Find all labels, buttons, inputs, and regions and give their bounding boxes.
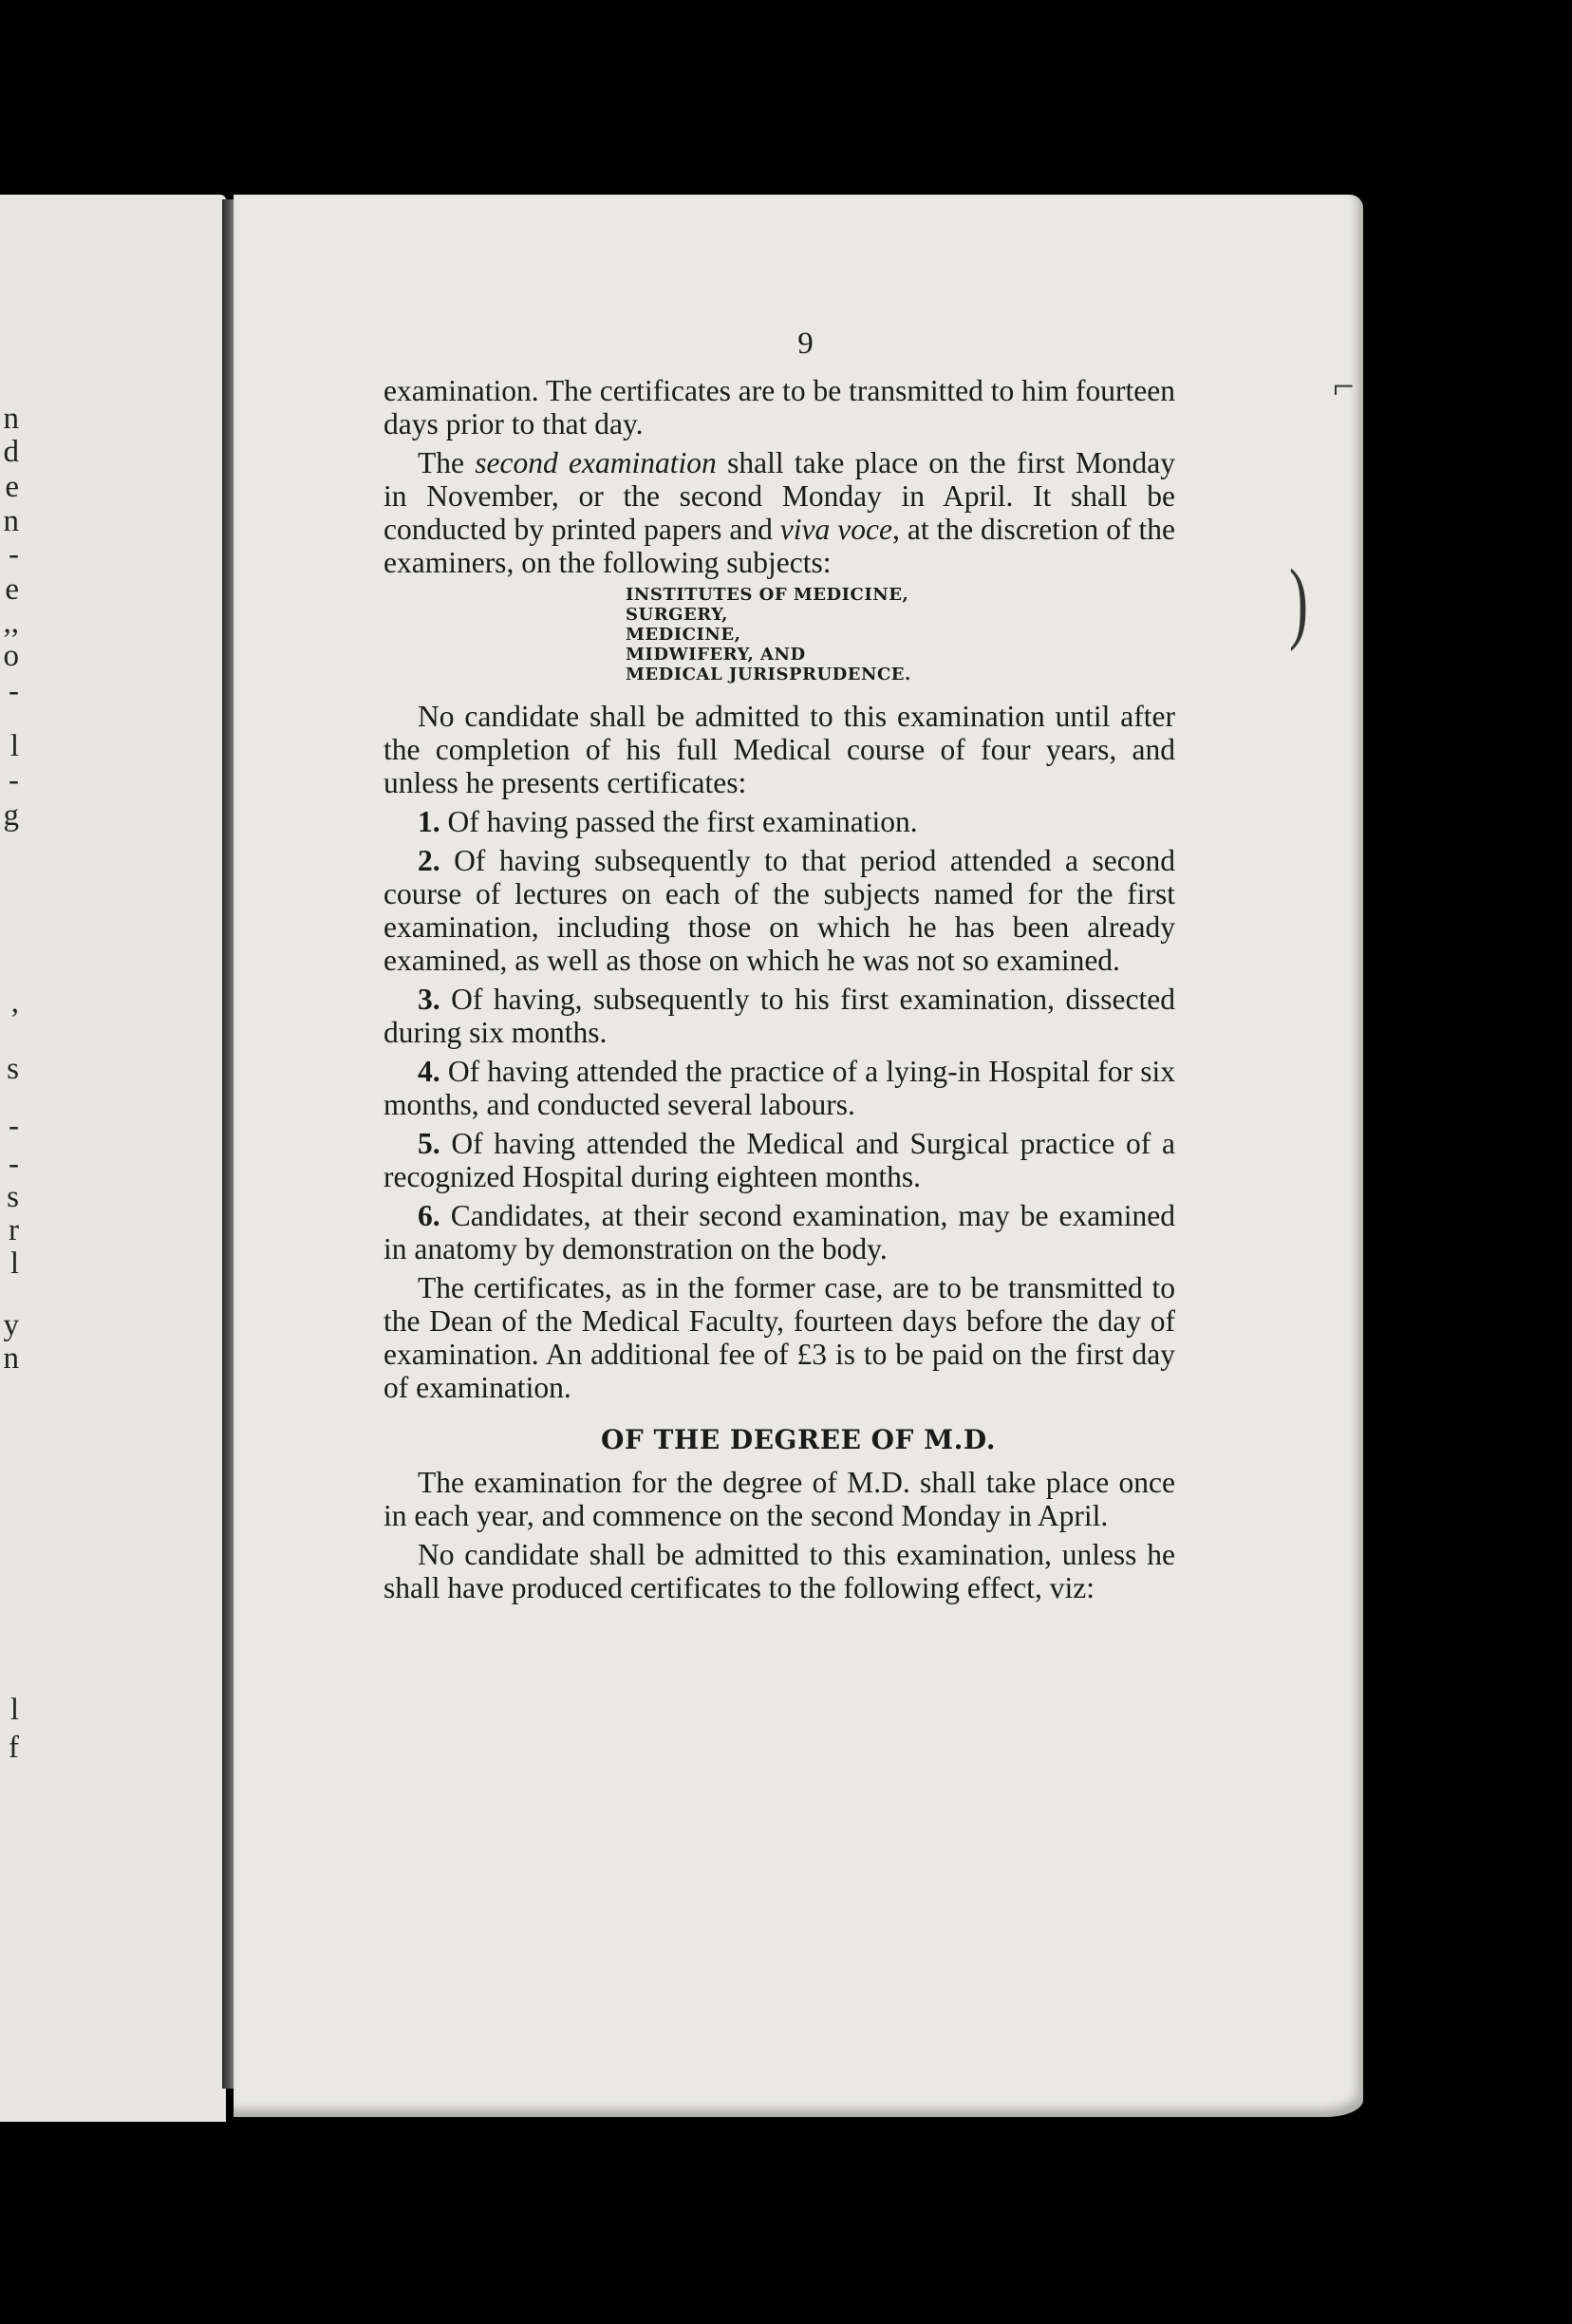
- paragraph-md-examination: The examination for the degree of M.D. shall take place once in each year, and commence on the second Monday in April.: [384, 1466, 1175, 1532]
- list-item: 4. Of having attended the practice of a lying-in Hospital for six months, and conducted several labours.: [384, 1055, 1175, 1121]
- left-page-fragment: l: [9, 1246, 19, 1281]
- left-page-fragment: l: [9, 1693, 19, 1727]
- paragraph-admission: No candidate shall be admitted to this examination until after the completion of his full Medical course of four years, and unless he presents certificates:: [384, 700, 1175, 799]
- section-heading: OF THE DEGREE OF M.D.: [601, 1424, 996, 1455]
- page-text: [384, 328, 1175, 1610]
- facing-page-left: [0, 195, 226, 2122]
- left-page-fragment: r: [9, 1213, 19, 1247]
- left-page-fragment: -: [9, 763, 19, 797]
- left-page-fragment: g: [3, 798, 19, 833]
- list-item: 2. Of having subsequently to that period attended a second course of lectures on each of the subjects named for the first examination, including those on which he has been already examined, as well as those on which he was not so examined.: [384, 844, 1175, 977]
- document-page: [234, 195, 1363, 2117]
- subject-item: INSTITUTES OF MEDICINE,: [626, 585, 909, 605]
- subject-item: MEDICAL JURISPRUDENCE.: [626, 665, 911, 684]
- left-page-fragment: n: [3, 504, 19, 538]
- paragraph-md-admission: No candidate shall be admitted to this examination, unless he shall have produced certificates to the following effect, viz:: [384, 1538, 1175, 1604]
- left-page-fragment: e: [5, 470, 19, 504]
- left-page-fragment: e: [5, 572, 19, 607]
- left-page-fragment: y: [3, 1308, 19, 1342]
- list-item: 5. Of having attended the Medical and Surgical practice of a recognized Hospital during eighteen months.: [384, 1127, 1175, 1193]
- left-page-fragment: -: [9, 1147, 19, 1181]
- paragraph-continuation: examination. The certificates are to be transmitted to him fourteen days prior to that day.: [384, 374, 1175, 440]
- subject-item: SURGERY,: [626, 605, 728, 625]
- left-page-fragment: -: [9, 1109, 19, 1143]
- book-gutter: [222, 199, 234, 2089]
- left-page-fragment: n: [3, 1341, 19, 1376]
- left-page-fragment: -: [9, 674, 19, 708]
- left-page-fragment: s: [7, 1052, 19, 1086]
- left-page-fragment: s: [7, 1180, 19, 1214]
- left-page-fragment: l: [9, 729, 19, 763]
- page-number: 9: [797, 327, 814, 361]
- page-edge-mark: ⌐: [1333, 365, 1355, 407]
- subjects-list: [626, 585, 1175, 684]
- margin-bracket-mark: ): [1289, 551, 1308, 652]
- left-page-fragment: ,,: [3, 606, 19, 640]
- paragraph-second-examination: The second examination shall take place on the first Monday in November, or the second Monday in April. It shall be conducted by printed papers and viva voce, at the discretion of the examiners, on the following subjects:: [384, 446, 1176, 579]
- subject-item: MEDICINE,: [626, 625, 741, 645]
- left-page-fragment: f: [9, 1731, 19, 1765]
- list-item: 6. Candidates, at their second examination, may be examined in anatomy by demonstration on the body.: [384, 1199, 1175, 1265]
- left-page-fragment: d: [3, 435, 19, 469]
- left-page-fragment: ,: [10, 985, 19, 1020]
- list-item: 1. Of having passed the first examination.: [418, 805, 918, 838]
- subject-item: MIDWIFERY, AND: [626, 645, 806, 665]
- left-page-fragment: n: [3, 402, 19, 436]
- left-page-fragment: o: [3, 639, 19, 673]
- paragraph-certificates: The certificates, as in the former case, are to be transmitted to the Dean of the Medical Faculty, fourteen days before the day of examination. An additional fee of £3 is to be paid on the first day of examination.: [384, 1271, 1175, 1404]
- left-page-fragment: -: [9, 537, 19, 572]
- list-item: 3. Of having, subsequently to his first examination, dissected during six months.: [384, 983, 1175, 1049]
